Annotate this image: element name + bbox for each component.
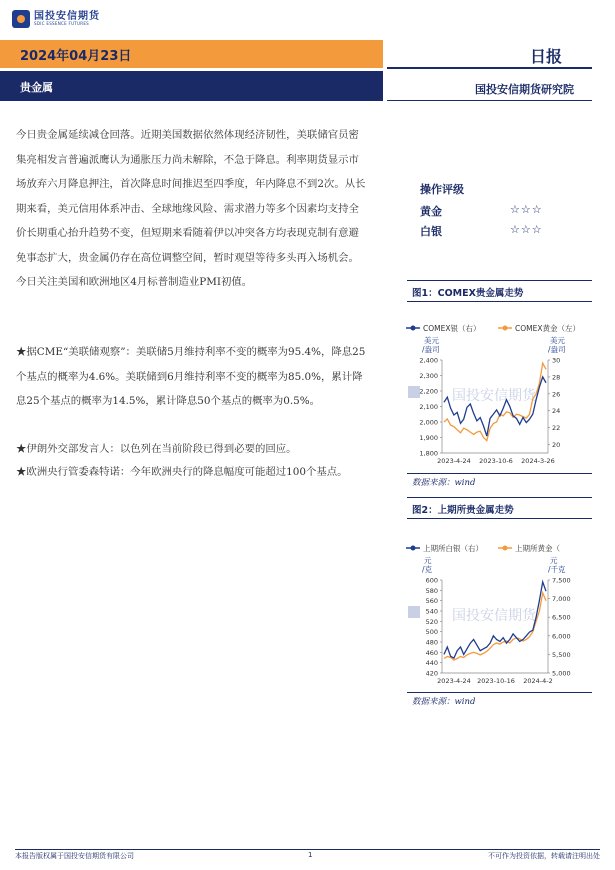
- left-tick-label: 560: [425, 597, 438, 606]
- left-axis-unit: 元: [424, 556, 432, 565]
- left-tick-label: 2,300: [419, 372, 438, 380]
- right-tick-label: 7,500: [552, 576, 571, 585]
- header-divider: [387, 67, 592, 69]
- left-tick-label: 1,900: [419, 434, 438, 442]
- right-tick-label: 7,000: [552, 595, 571, 604]
- right-tick-label: 24: [552, 407, 561, 416]
- figure1-top-rule: [407, 280, 592, 281]
- figure1-title: 图1：COMEX贵金属走势: [412, 288, 524, 299]
- legend-label: 上期所黄金（: [515, 544, 560, 553]
- left-tick-label: 420: [425, 669, 438, 678]
- figure1-bottom-rule: [407, 473, 592, 474]
- left-tick-label: 440: [425, 659, 438, 668]
- left-tick-label: 600: [425, 576, 438, 585]
- left-tick-label: 2,100: [419, 403, 438, 411]
- legend-marker: [503, 326, 508, 331]
- rating-stars: ☆☆☆: [510, 203, 543, 216]
- right-axis-unit: 美元: [550, 336, 565, 345]
- right-tick-label: 26: [552, 390, 561, 399]
- sector-title: 贵金属: [20, 81, 53, 94]
- left-axis-unit: 美元: [424, 336, 439, 345]
- rating-stars: ☆☆☆: [510, 223, 543, 236]
- right-tick-label: 6,500: [552, 613, 571, 622]
- shfe-gold-line: [444, 593, 546, 660]
- market-summary: 今日贵金属延续减仓回落。近期美国数据依然体现经济韧性，美联储官员密集亮相发言普遍派鹰认为通胀压力尚未解除，不急于降息。利率期货显示市场放弃六月降息押注，首次降息时间推迟至四季度，年内降息不到2次。从长期来看，美元信用体系冲击、全球地缘风险、需求潜力等多个因素均支持全价长期重心抬升趋势不变，但短期来看随着伊以冲突各方均表现克制有意避免事态扩大，贵金属仍存在高位调整空间，暂时观望等待多头再入场机会。今日关注美国和欧洲地区4月标普制造业PMI初值。: [16, 129, 366, 288]
- left-tick-label: 580: [425, 586, 438, 595]
- company-logo: [12, 10, 100, 28]
- bullet-iran-statement: ★伊朗外交部发言人：以色列在当前阶段已得到必要的回应。: [16, 443, 297, 455]
- footer-rule: [15, 849, 600, 850]
- x-tick-label: 2023-4-24: [437, 457, 471, 465]
- right-tick-label: 22: [552, 424, 561, 433]
- right-tick-label: 5,000: [552, 669, 571, 678]
- right-tick-label: 5,500: [552, 650, 571, 659]
- institute-name: 国投安信期货研究院: [475, 83, 574, 96]
- figure1-source: 数据来源：wind: [412, 478, 476, 488]
- right-tick-label: 6,000: [552, 632, 571, 641]
- legend-marker: [411, 546, 416, 551]
- footer-copyright: 本报告版权属于国投安信期货有限公司: [15, 852, 134, 860]
- institute-divider: [387, 100, 592, 101]
- figure2-title-rule: [407, 518, 592, 519]
- x-tick-label: 2023-4-24: [437, 677, 471, 685]
- left-tick-label: 540: [425, 607, 438, 616]
- left-tick-label: 2,400: [419, 356, 438, 365]
- right-tick-label: 30: [552, 356, 561, 365]
- report-date: 2024年04月23日: [20, 49, 132, 64]
- x-tick-label: 2023-10-6: [479, 457, 513, 465]
- logo-name: 国投安信期货: [34, 11, 100, 22]
- shfe-chart: [400, 538, 595, 690]
- watermark-text: 国投安信期货: [452, 608, 536, 624]
- legend-marker: [503, 546, 508, 551]
- right-axis-unit: 元: [550, 556, 558, 565]
- figure2-title: 图2：上期所贵金属走势: [412, 505, 514, 516]
- right-tick-label: 20: [552, 441, 561, 450]
- figure2-source: 数据来源：wind: [412, 697, 476, 707]
- figure2-bottom-rule: [407, 692, 592, 693]
- left-tick-label: 2,200: [419, 387, 438, 396]
- left-tick-label: 2,000: [419, 418, 438, 427]
- watermark-logo-mark: [408, 386, 420, 398]
- page-number: 1: [308, 851, 313, 859]
- legend-label: COMEX银（右）: [423, 324, 481, 333]
- watermark-text: 国投安信期货: [452, 388, 536, 404]
- rating-row-silver: [420, 223, 570, 239]
- footer-disclaimer: 不可作为投资依据，转载请注明出处: [488, 852, 600, 860]
- x-tick-label: 2024-4-2: [523, 677, 553, 685]
- legend-label: COMEX黄金（左）: [515, 324, 580, 333]
- right-axis-unit: /盎司: [548, 345, 566, 354]
- left-tick-label: 460: [425, 648, 438, 657]
- sector-banner: [0, 71, 383, 101]
- left-tick-label: 480: [425, 638, 438, 647]
- report-type: 日报: [530, 47, 563, 66]
- x-tick-label: 2023-10-16: [477, 677, 515, 685]
- x-tick-label: 2024-3-26: [521, 457, 555, 465]
- figure1-title-rule: [407, 301, 592, 302]
- right-axis-unit: /千克: [548, 565, 566, 574]
- rating-name: 黄金: [420, 205, 442, 218]
- figure2-top-rule: [407, 497, 592, 498]
- right-tick-label: 28: [552, 373, 561, 382]
- bullet-cme-fedwatch: ★据CME“美联储观察”：美联储5月维持利率不变的概率为95.4%，降息25个基点的概率为4.6%。美联储到6月维持利率不变的概率为85.0%，累计降息25个基点的概率为14.5%，累计降息50个基点的概率为0.5%。: [16, 346, 366, 407]
- logo-english: SDIC ESSENCE FUTURES: [34, 21, 90, 26]
- left-axis-unit: /盎司: [422, 345, 440, 354]
- legend-marker: [411, 326, 416, 331]
- left-axis-unit: /克: [422, 565, 433, 574]
- left-tick-label: 520: [425, 617, 438, 626]
- logo-mark: [12, 10, 30, 28]
- rating-name: 白银: [420, 225, 442, 238]
- left-tick-label: 500: [425, 628, 438, 637]
- rating-title: 操作评级: [420, 183, 464, 196]
- bullet-ecb-statement: ★欧洲央行管委森特诺：今年欧洲央行的降息幅度可能超过100个基点。: [16, 466, 348, 478]
- rating-row-gold: [420, 203, 570, 219]
- comex-chart: [400, 318, 595, 470]
- legend-label: 上期所白银（右）: [423, 544, 483, 553]
- watermark-logo-mark: [408, 606, 420, 618]
- left-tick-label: 1,800: [419, 449, 438, 458]
